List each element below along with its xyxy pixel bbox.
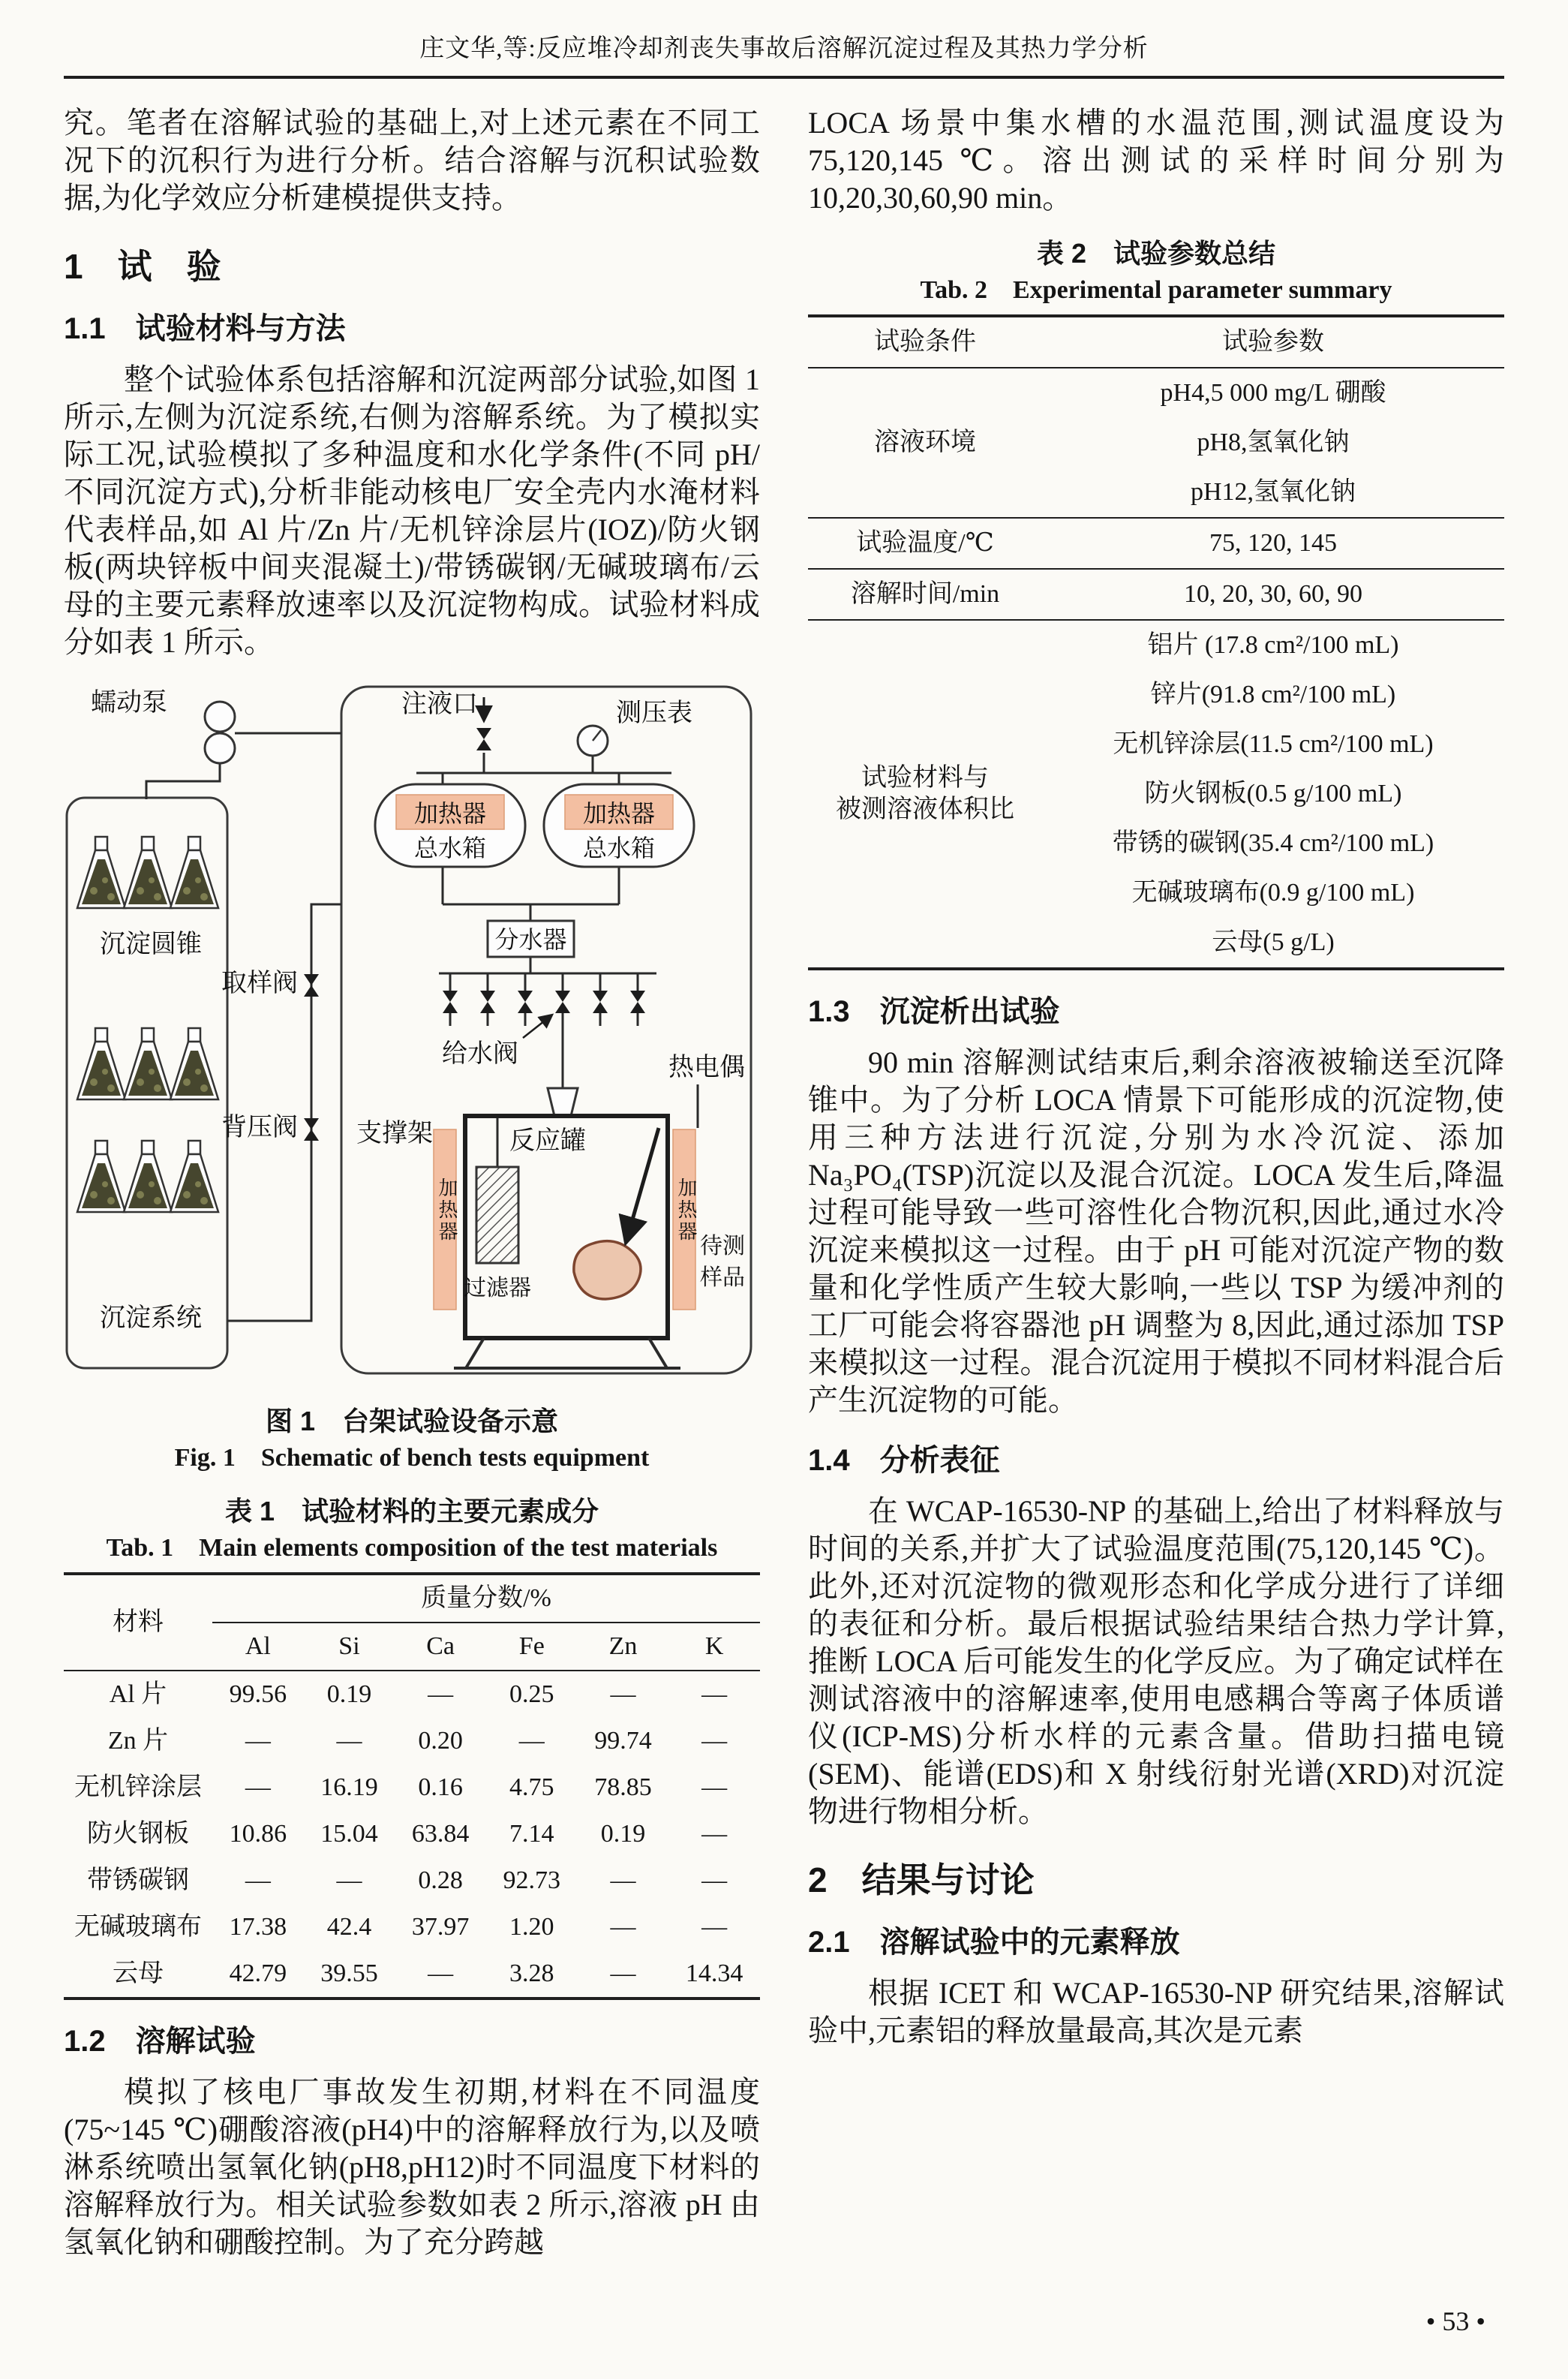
table-cell: 0.28 bbox=[418, 1866, 463, 1894]
paragraph-precipitation: 90 min 溶解测试结束后,剩余溶液被输送至沉降锥中。为了分析 LOCA 情景下可能形成的沉淀物,使用三种方法进行沉淀,分别为水冷沉淀、添加 Na₃PO₄(TSP)沉淀以及混合沉淀。LOCA 发生后,降温过程可能导致一些可溶性化合物沉积,因此,通过水冷沉淀来模拟这一过程。由于 pH 可能对沉淀产物的数量和化学性质产生较大影响,一些以 TSP 为缓冲剂的工厂可能会将容器池 pH 调整为 8,因此,通过添加 TSP 来模拟这一过程。混合沉淀用于模拟不同材料混合后产生沉淀物的可能。 bbox=[808, 1045, 1504, 1417]
table-cell: 云母(5 g/L) bbox=[1212, 928, 1335, 956]
table-1-caption-cn: 表 1 试验材料的主要元素成分 bbox=[224, 1496, 599, 1526]
table-cell: — bbox=[701, 1680, 728, 1708]
section-1-4-heading: 1.4 分析表征 bbox=[808, 1444, 1000, 1477]
fig-label-reaction-vessel: 反应罐 bbox=[509, 1127, 586, 1155]
table-cell: Al 片 bbox=[109, 1680, 167, 1708]
section-1-3-heading: 1.3 沉淀析出试验 bbox=[808, 995, 1060, 1028]
paragraph-loca: LOCA 场景中集水槽的水温范围,测试温度设为 75,120,145 ℃。溶出测试的采样时间分别为 10,20,30,60,90 min。 bbox=[808, 106, 1504, 215]
table-cell: 防火钢板 bbox=[87, 1820, 189, 1848]
table-cell: — bbox=[701, 1727, 728, 1755]
table-cell: 3.28 bbox=[509, 1959, 554, 1987]
table-cell: 92.73 bbox=[503, 1866, 561, 1894]
section-1-2-heading: 1.2 溶解试验 bbox=[64, 2025, 256, 2058]
table-2-caption-cn: 表 2 试验参数总结 bbox=[1036, 238, 1276, 269]
feed-valve-icon bbox=[555, 991, 570, 1013]
table-cell: 防火钢板(0.5 g/100 mL) bbox=[1144, 780, 1402, 808]
table-cell: — bbox=[701, 1913, 728, 1941]
back-pressure-valve-icon bbox=[304, 1118, 319, 1141]
paragraph-dissolution-test: 模拟了核电厂事故发生初期,材料在不同温度(75~145 ℃)硼酸溶液(pH4)中的溶解释放行为,以及喷淋系统喷出氢氧化钠(pH8,pH12)时不同温度下材料的溶解释放行为。相关试验参数如表 2 所示,溶液 pH 由氢氧化钠和硼酸控制。为了充分跨越 bbox=[64, 2075, 760, 2259]
section-1-heading: 1 试 验 bbox=[64, 247, 221, 286]
table-cell: 无机锌涂层(11.5 cm²/100 mL) bbox=[1113, 730, 1434, 758]
table-cell: 0.16 bbox=[418, 1773, 463, 1801]
fig-label-settling-system: 沉淀系统 bbox=[100, 1304, 202, 1332]
fig-label-heater-bar-2: 加热器 bbox=[675, 1177, 697, 1243]
page-number: • 53 • bbox=[1425, 2306, 1485, 2336]
table-2-temp-label: 试验温度/℃ bbox=[808, 518, 1042, 569]
table-cell: — bbox=[336, 1866, 362, 1894]
table-cell: 42.79 bbox=[229, 1959, 287, 1987]
fig-label-heater-1: 加热器 bbox=[413, 800, 486, 827]
paragraph-characterization: 在 WCAP-16530-NP 的基础上,给出了材料释放与时间的关系,并扩大了试验温度范围(75,120,145 ℃)。此外,还对沉淀物的微观形态和化学成分进行了详细的表征和分析。最后根据试验结果结合热力学计算,推断 LOCA 后可能发生的化学反应。为了确定试样在测试溶液中的溶解速率,使用电感耦合等离子体质谱仪(ICP-MS)分析水样的元素含量。借助扫描电镜(SEM)、能谱(EDS)和 X 射线衍射光谱(XRD)对沉淀物进行物相分析。 bbox=[808, 1494, 1504, 1828]
table-cell: 42.4 bbox=[326, 1913, 372, 1941]
filter-icon bbox=[476, 1167, 518, 1263]
paragraph-results: 根据 ICET 和 WCAP-16530-NP 研究结果,溶解试验中,元素铝的释放量最高,其次是元素 bbox=[808, 1976, 1504, 2047]
table-cell: — bbox=[518, 1727, 545, 1755]
table-1-col-si: Si bbox=[304, 1623, 395, 1671]
table-row bbox=[64, 1718, 760, 1764]
feed-valve-icon bbox=[480, 991, 495, 1013]
table-cell: 14.34 bbox=[685, 1959, 743, 1987]
table-cell: 10, 20, 30, 60, 90 bbox=[1042, 569, 1504, 620]
fig-label-pump: 蠕动泵 bbox=[91, 689, 167, 717]
fig-label-settling-cone: 沉淀圆锥 bbox=[100, 931, 202, 958]
figure-1-caption-cn: 图 1 台架试验设备示意 bbox=[265, 1406, 559, 1436]
table-cell: — bbox=[701, 1773, 728, 1801]
settling-cones bbox=[77, 837, 218, 1212]
fig-label-heater-2: 加热器 bbox=[582, 800, 655, 827]
fig-label-heater-bar-1: 加热器 bbox=[436, 1177, 458, 1243]
table-row bbox=[64, 1671, 760, 1718]
figure-1-caption-en: Fig. 1 Schematic of bench tests equipment bbox=[174, 1444, 650, 1472]
table-2-caption-en: Tab. 2 Experimental parameter summary bbox=[920, 276, 1392, 304]
fig-label-sample-2: 样品 bbox=[700, 1265, 745, 1290]
table-cell: 39.55 bbox=[320, 1959, 378, 1987]
table-row bbox=[64, 1857, 760, 1904]
table-1-col-k: K bbox=[668, 1623, 760, 1671]
table-cell: — bbox=[701, 1866, 728, 1894]
table-cell: 75, 120, 145 bbox=[1042, 518, 1504, 569]
sampling-valve-icon bbox=[304, 974, 319, 997]
fig-label-back-pressure-valve: 背压阀 bbox=[221, 1114, 298, 1141]
table-2-time-label: 溶解时间/min bbox=[808, 569, 1042, 620]
feed-valve-icon bbox=[443, 991, 458, 1013]
table-1-col-ca: Ca bbox=[395, 1623, 486, 1671]
table-cell: 带锈的碳钢(35.4 cm²/100 mL) bbox=[1112, 829, 1434, 857]
table-1-col-al: Al bbox=[212, 1623, 304, 1671]
inlet-valve-icon bbox=[476, 728, 491, 750]
table-cell: 78.85 bbox=[594, 1773, 652, 1801]
table-cell: — bbox=[245, 1727, 271, 1755]
table-cell: — bbox=[701, 1820, 728, 1848]
table-row bbox=[808, 620, 1504, 670]
table-row bbox=[64, 1811, 760, 1857]
figure-1 bbox=[64, 679, 758, 1385]
table-cell: 37.97 bbox=[411, 1913, 470, 1941]
right-column bbox=[808, 104, 1504, 2261]
table-cell: — bbox=[610, 1959, 636, 1987]
table-1-header-row bbox=[64, 1574, 760, 1623]
table-row bbox=[808, 518, 1504, 569]
table-cell: 0.25 bbox=[509, 1680, 554, 1708]
table-cell: pH8,氢氧化钠 bbox=[1197, 429, 1350, 456]
fig-label-filter: 过滤器 bbox=[464, 1276, 531, 1301]
table-row bbox=[808, 569, 1504, 620]
table-cell: 无碱玻璃布(0.9 g/100 mL) bbox=[1131, 879, 1415, 907]
sample-arrow bbox=[626, 1128, 659, 1241]
feed-valve-icon bbox=[518, 991, 533, 1013]
section-2-1-heading: 2.1 溶解试验中的元素释放 bbox=[808, 1926, 1180, 1959]
table-cell: — bbox=[428, 1959, 454, 1987]
table-cell: 10.86 bbox=[229, 1820, 287, 1848]
pump-icon bbox=[205, 702, 235, 763]
table-cell: — bbox=[336, 1727, 362, 1755]
table-row bbox=[64, 1764, 760, 1811]
table-cell: Zn 片 bbox=[107, 1727, 169, 1755]
table-row bbox=[64, 1904, 760, 1950]
pressure-gauge-icon bbox=[578, 726, 608, 756]
table-cell: 无碱玻璃布 bbox=[74, 1913, 202, 1941]
table-2-ratio-label-line2: 被测溶液体积比 bbox=[836, 796, 1014, 823]
table-1 bbox=[64, 1572, 760, 2000]
table-row bbox=[808, 368, 1504, 418]
fig-label-inlet-port: 注液口 bbox=[401, 690, 478, 718]
table-cell: 锌片(91.8 cm²/100 mL) bbox=[1150, 681, 1396, 708]
support-frame bbox=[454, 1338, 680, 1368]
table-cell: — bbox=[428, 1680, 454, 1708]
table-cell: 无机锌涂层 bbox=[74, 1773, 202, 1801]
table-2-ratio-label-line1: 试验材料与 bbox=[861, 764, 989, 792]
left-column bbox=[64, 104, 760, 2261]
table-row bbox=[64, 1950, 760, 1999]
two-column-body bbox=[0, 79, 1568, 2261]
feed-valve-icon bbox=[593, 991, 608, 1013]
table-2-col-param: 试验参数 bbox=[1042, 316, 1504, 368]
table-cell: 63.84 bbox=[411, 1820, 470, 1848]
table-2-ratio-label bbox=[808, 620, 1042, 969]
fig-label-sample-1: 待测 bbox=[700, 1234, 745, 1259]
table-2-solution-label: 溶液环境 bbox=[808, 368, 1042, 518]
sample-blob bbox=[574, 1241, 641, 1299]
figure-1-schematic bbox=[64, 679, 758, 1385]
table-2-col-condition: 试验条件 bbox=[808, 316, 1042, 368]
paragraph-continuation: 究。笔者在溶解试验的基础上,对上述元素在不同工况下的沉积行为进行分析。结合溶解与沉积试验数据,为化学效应分析建模提供支持。 bbox=[64, 106, 760, 215]
table-cell: 0.19 bbox=[326, 1680, 372, 1708]
table-cell: 1.20 bbox=[509, 1913, 554, 1941]
table-cell: pH12,氢氧化钠 bbox=[1042, 468, 1504, 518]
table-cell: 带锈碳钢 bbox=[87, 1866, 189, 1894]
table-cell: pH4,5 000 mg/L 硼酸 bbox=[1160, 379, 1386, 407]
fig-label-support-frame: 支撑架 bbox=[356, 1120, 433, 1147]
fig-label-main-tank-2: 总水箱 bbox=[582, 835, 655, 862]
table-cell: 云母 bbox=[113, 1959, 164, 1987]
table-cell: 16.19 bbox=[320, 1773, 378, 1801]
table-cell: 4.75 bbox=[509, 1773, 554, 1801]
fig-label-water-splitter: 分水器 bbox=[494, 926, 567, 953]
table-cell: — bbox=[610, 1680, 636, 1708]
fig-label-thermocouple: 热电偶 bbox=[668, 1054, 745, 1081]
paragraph-materials: 整个试验体系包括溶解和沉淀两部分试验,如图 1 所示,左侧为沉淀系统,右侧为溶解系统。为了模拟实际工况,试验模拟了多种温度和水化学条件(不同 pH/不同沉淀方式),分析非能动核电厂安全壳内水淹材料代表样品,如 Al 片/Zn 片/无机锌涂层片(IOZ)/防火钢板(两块锌板中间夹混凝土)/带锈碳钢/无碱玻璃布/云母的主要元素释放速率以及沉淀物构成。试验材料成分如表 1 所示。 bbox=[64, 362, 760, 659]
table-cell: 99.56 bbox=[229, 1680, 287, 1708]
table-cell: — bbox=[245, 1773, 271, 1801]
fig-label-sampling-valve: 取样阀 bbox=[221, 970, 298, 997]
fig-label-pressure-gauge: 测压表 bbox=[616, 699, 692, 727]
table-cell: 铝片 (17.8 cm²/100 mL) bbox=[1147, 631, 1399, 659]
fig-label-main-tank-1: 总水箱 bbox=[413, 835, 486, 862]
table-1-col-fe: Fe bbox=[486, 1623, 578, 1671]
table-cell: 0.20 bbox=[418, 1727, 463, 1755]
table-cell: 0.19 bbox=[600, 1820, 646, 1848]
table-cell: 7.14 bbox=[509, 1820, 554, 1848]
table-1-col-group: 质量分数/% bbox=[212, 1574, 760, 1623]
table-1-col-zn: Zn bbox=[578, 1623, 669, 1671]
table-1-col-material: 材料 bbox=[64, 1574, 212, 1671]
table-cell: — bbox=[610, 1913, 636, 1941]
section-1-1-heading: 1.1 试验材料与方法 bbox=[64, 312, 346, 345]
table-cell: 15.04 bbox=[320, 1820, 378, 1848]
section-2-heading: 2 结果与讨论 bbox=[808, 1860, 1035, 1899]
table-2 bbox=[808, 314, 1504, 970]
running-header: 庄文华,等:反应堆冷却剂丧失事故后溶解沉淀过程及其热力学分析 bbox=[419, 35, 1149, 62]
table-cell: — bbox=[245, 1866, 271, 1894]
funnel bbox=[548, 1088, 578, 1116]
fig-label-feed-water-valve: 给水阀 bbox=[442, 1040, 518, 1068]
table-cell: 99.74 bbox=[594, 1727, 652, 1755]
feed-valve-leader bbox=[523, 1015, 551, 1038]
table-cell: — bbox=[610, 1866, 636, 1894]
table-cell: 17.38 bbox=[229, 1913, 287, 1941]
table-1-caption-en: Tab. 1 Main elements composition of the test materials bbox=[106, 1534, 718, 1562]
feed-valve-icon bbox=[630, 991, 645, 1013]
table-2-header-row bbox=[808, 316, 1504, 368]
